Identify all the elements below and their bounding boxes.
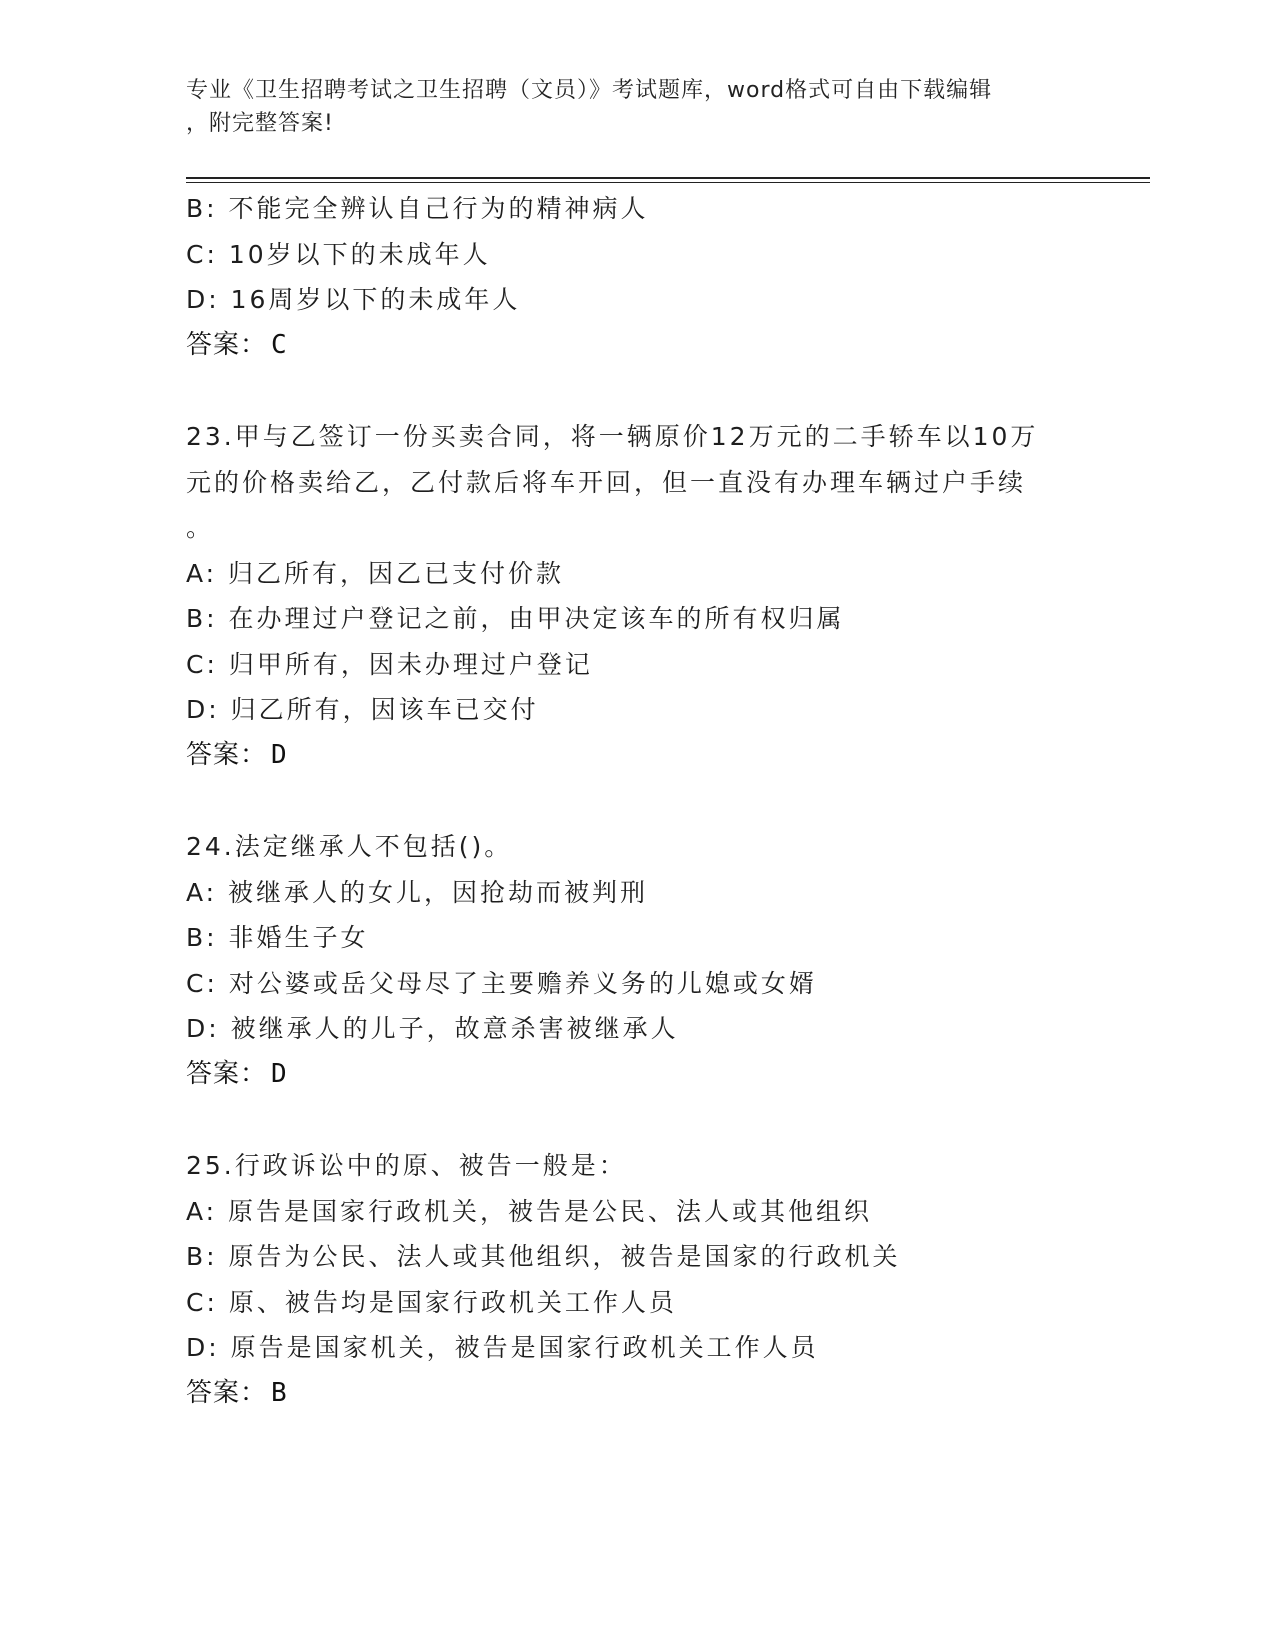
answer-line bbox=[186, 323, 1086, 369]
question-stem-line: 24.法定继承人不包括()。 bbox=[186, 832, 513, 861]
header-line-2: ，附完整答案! bbox=[186, 111, 334, 136]
header-line-1: 专业《卫生招聘考试之卫生招聘（文员）》考试题库，word格式可自由下载编辑 bbox=[186, 78, 993, 103]
option-b: B: 原告为公民、法人或其他组织，被告是国家的行政机关 bbox=[186, 1242, 901, 1271]
answer-line bbox=[186, 1371, 1086, 1417]
header-divider bbox=[186, 177, 1150, 179]
answer-line bbox=[186, 1052, 1086, 1098]
answer-value: B bbox=[271, 1377, 288, 1408]
answer-value: C bbox=[271, 329, 288, 360]
question-stem-line: 。 bbox=[186, 513, 215, 542]
page-header bbox=[186, 74, 1066, 140]
option-b: B: 不能完全辨认自己行为的精神病人 bbox=[186, 194, 649, 223]
option-a: A: 被继承人的女儿，因抢劫而被判刑 bbox=[186, 877, 649, 907]
option-a: A: 原告是国家行政机关，被告是公民、法人或其他组织 bbox=[186, 1196, 873, 1226]
option-a: A: 归乙所有，因乙已支付价款 bbox=[186, 558, 565, 588]
spacer bbox=[186, 778, 1086, 824]
option-d: D: 原告是国家机关，被告是国家行政机关工作人员 bbox=[186, 1333, 819, 1362]
answer-label: 答案： bbox=[186, 1377, 268, 1408]
question-25 bbox=[186, 1143, 1086, 1416]
option-b: B: 非婚生子女 bbox=[186, 923, 369, 952]
header-divider-thin bbox=[186, 182, 1150, 183]
option-c: C: 原、被告均是国家行政机关工作人员 bbox=[186, 1287, 677, 1317]
option-d: D: 归乙所有，因该车已交付 bbox=[186, 695, 539, 724]
option-c: C: 对公婆或岳父母尽了主要赡养义务的儿媳或女婿 bbox=[186, 968, 817, 998]
question-list bbox=[186, 186, 1086, 1416]
option-d: D: 16周岁以下的未成年人 bbox=[186, 285, 521, 314]
question-23 bbox=[186, 414, 1086, 778]
answer-label: 答案： bbox=[186, 329, 268, 360]
question-stem-line: 元的价格卖给乙，乙付款后将车开回，但一直没有办理车辆过户手续 bbox=[186, 467, 1027, 497]
option-b: B: 在办理过户登记之前，由甲决定该车的所有权归属 bbox=[186, 604, 845, 633]
answer-label: 答案： bbox=[186, 1058, 268, 1089]
question-stem-line: 23.甲与乙签订一份买卖合同，将一辆原价12万元的二手轿车以10万 bbox=[186, 422, 1039, 451]
option-c: C: 10岁以下的未成年人 bbox=[186, 239, 491, 269]
question-22-continued bbox=[186, 186, 1086, 368]
option-d: D: 被继承人的儿子，故意杀害被继承人 bbox=[186, 1014, 679, 1043]
question-stem-line: 25.行政诉讼中的原、被告一般是： bbox=[186, 1151, 627, 1180]
spacer bbox=[186, 368, 1086, 414]
answer-value: D bbox=[271, 739, 288, 770]
question-24 bbox=[186, 824, 1086, 1097]
answer-label: 答案： bbox=[186, 739, 268, 770]
spacer bbox=[186, 1097, 1086, 1143]
answer-line bbox=[186, 733, 1086, 779]
answer-value: D bbox=[271, 1058, 288, 1089]
option-c: C: 归甲所有，因未办理过户登记 bbox=[186, 649, 593, 679]
